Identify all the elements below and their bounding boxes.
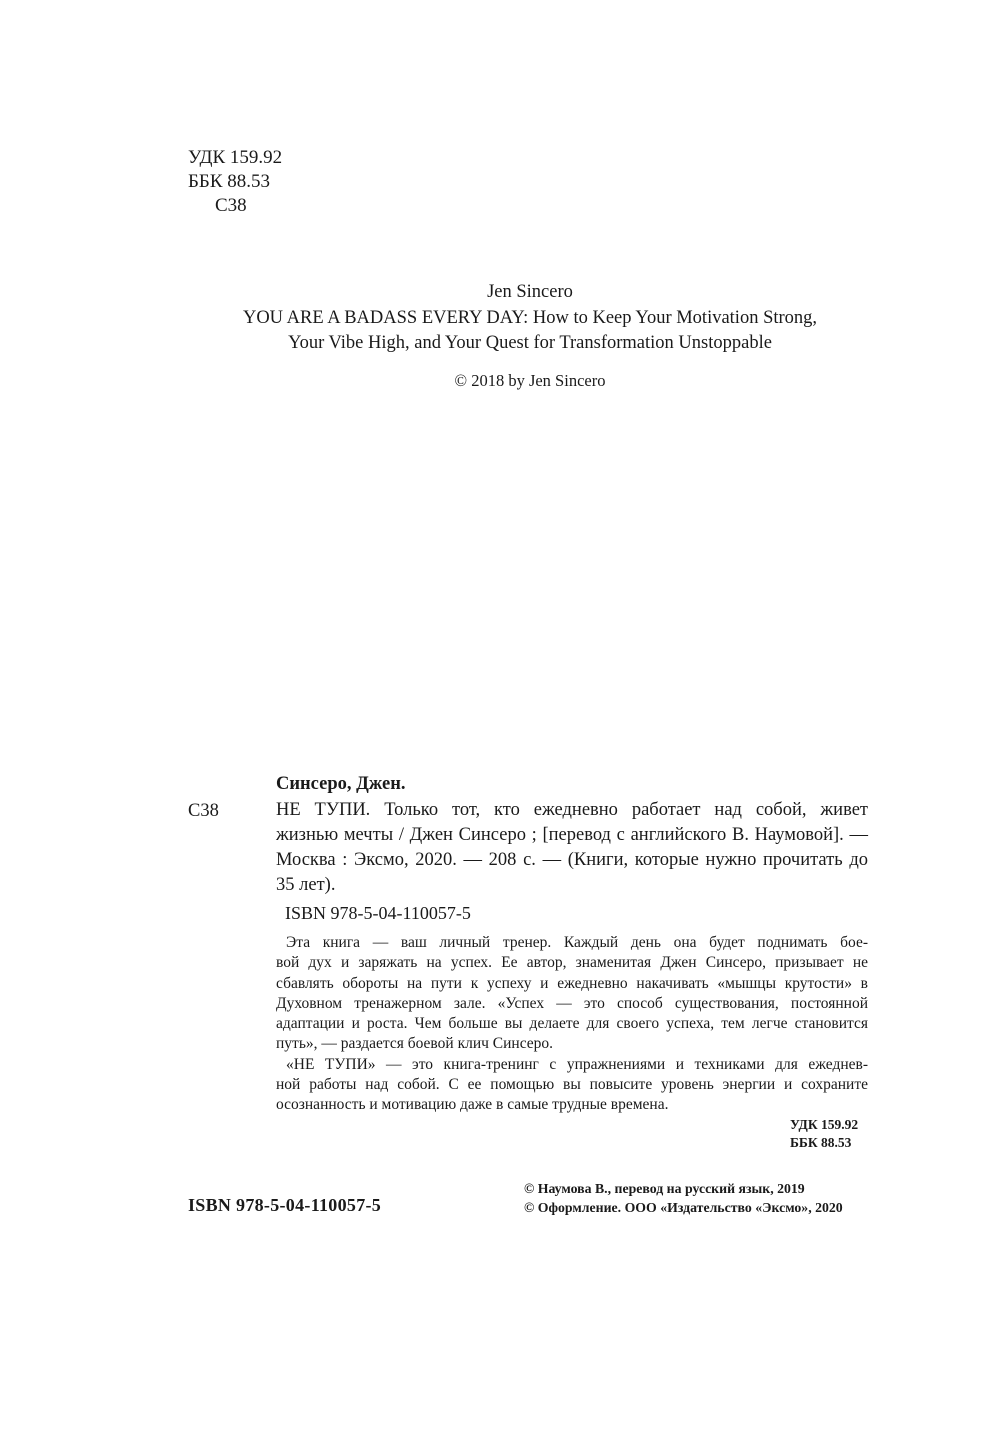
design-copyright: © Оформление. ООО «Издательство «Эксмо», 2020 [524,1200,843,1215]
annotation-line: ной работы над собой. С ее помощью вы повысите уровень энергии и сохраните [276,1076,868,1094]
annotation-line: адаптации и роста. Чем больше вы делаете для своего успеха, тем легче становится [276,1015,868,1033]
bbk-code: ББК 88.53 [188,171,270,192]
udk-code-bottom: УДК 159.92 [790,1117,859,1132]
original-title-line-2: Your Vibe High, and Your Quest for Transformation Unstoppable [288,333,772,353]
catalog-description-line: НЕ ТУПИ. Только тот, кто ежедневно работает над собой, живет [276,800,868,820]
annotation-line: путь», — раздается боевой клич Синсеро. [276,1035,554,1053]
annotation-line: «НЕ ТУПИ» — это книга-тренинг с упражнениями и техниками для ежеднев- [286,1055,868,1073]
original-copyright: © 2018 by Jen Sincero [454,370,606,390]
catalog-description-line: 35 лет). [276,875,336,895]
classification-top [188,146,282,218]
copyright-notices [524,1179,843,1217]
translation-copyright: © Наумова В., перевод на русский язык, 2019 [524,1181,805,1196]
annotation-line: сбавлять обороты на пути к успеху и ежедневно накачивать «мышцы крутости» в [276,974,868,992]
author-mark: С38 [215,195,247,216]
catalog-isbn: ISBN 978-5-04-110057-5 [285,903,471,923]
catalog-author-heading: Синсеро, Джен. [276,774,406,794]
bbk-code-bottom: ББК 88.53 [790,1135,852,1150]
annotation-line: Духовном тренажерном зале. «Успех — это способ существования, постоянной [276,994,868,1012]
original-author: Jen Sincero [487,282,573,302]
catalog-description-line: жизнью мечты / Джен Синсеро ; [перевод с английского В. Наумовой]. — [276,825,868,845]
annotation [276,933,868,1116]
annotation-line: осознанность и мотивацию даже в самые трудные времена. [276,1096,669,1114]
annotation-line: вой дух и заряжать на успех. Ее автор, знаменитая Джен Синсеро, призывает не [276,954,868,972]
catalog-description-line: Москва : Эксмо, 2020. — 208 с. — (Книги, которые нужно прочитать до [276,850,868,870]
isbn-main: ISBN 978-5-04-110057-5 [188,1195,382,1215]
annotation-line: Эта книга — ваш личный тренер. Каждый день она будет поднимать бое- [286,934,868,951]
catalog-description [276,798,868,898]
original-edition-block [180,280,880,393]
original-title-line-1: YOU ARE A BADASS EVERY DAY: How to Keep Your Motivation Strong, [242,307,818,328]
classification-bottom [790,1116,868,1152]
catalog-author-mark: С38 [188,801,219,821]
udk-code: УДК 159.92 [188,147,283,168]
